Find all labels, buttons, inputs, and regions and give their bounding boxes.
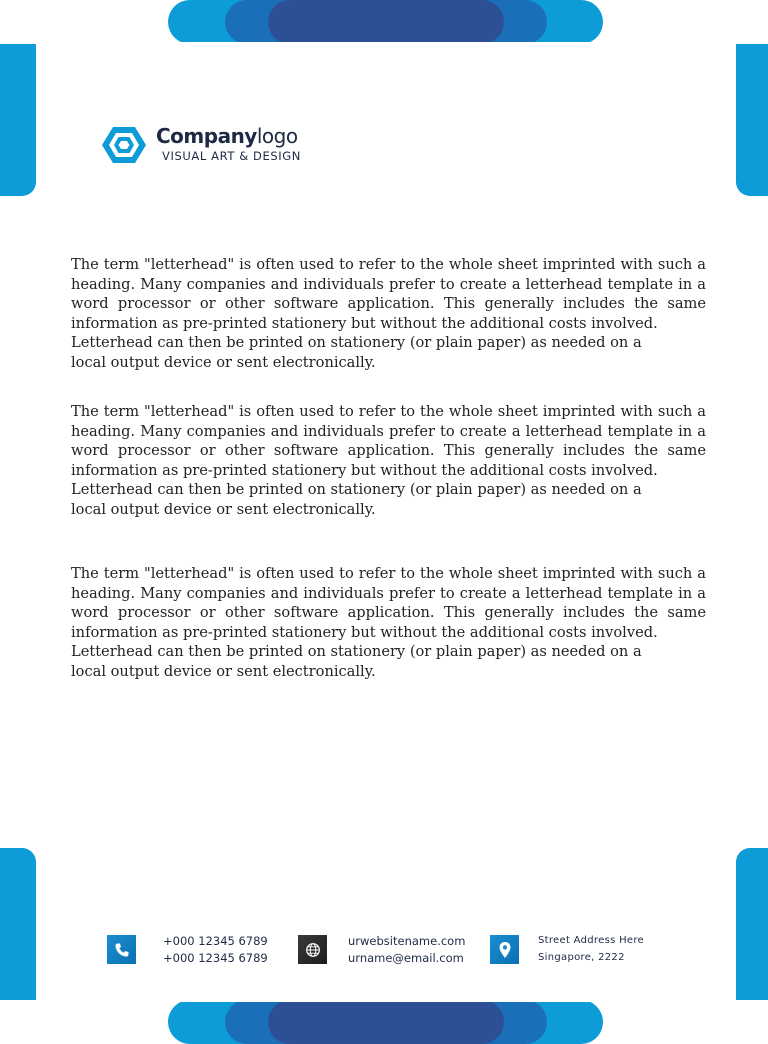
address-line-1: Street Address Here xyxy=(538,935,644,946)
location-pin-icon xyxy=(490,935,519,964)
footer-web xyxy=(348,933,465,966)
footer-phone xyxy=(163,933,268,966)
letter-sheet xyxy=(36,42,736,1002)
footer-address xyxy=(538,933,644,966)
paragraph-1-body: The term "letterhead" is often used to refer to the whole sheet imprinted with such a heading. Many companies and individuals prefer to create a letterhead template in a word processor or other software application. This generally includes the same information as pre-printed stationery but without the additional costs involved. xyxy=(71,256,706,332)
phone-icon xyxy=(107,935,136,964)
paragraph-3 xyxy=(71,564,706,682)
website-text[interactable]: urwebsitename.com xyxy=(348,934,466,948)
email-text[interactable]: urname@email.com xyxy=(348,950,464,965)
phone-number-1: +000 12345 6789 xyxy=(163,934,268,948)
paragraph-3-tail: Letterhead can then be printed on stationery (or plain paper) as needed on a local output device or sent electronically. xyxy=(71,643,642,680)
paragraph-2-body: The term "letterhead" is often used to refer to the whole sheet imprinted with such a heading. Many companies and individuals prefer to create a letterhead template in a word processor or other software application. This generally includes the same information as pre-printed stationery but without the additional costs involved. xyxy=(71,403,706,479)
paragraph-1 xyxy=(71,255,706,373)
logo-title-light: logo xyxy=(256,124,298,148)
frame-left-bottom xyxy=(0,848,36,1024)
hexagon-logo-icon xyxy=(101,125,147,165)
logo-title-bold: Company xyxy=(156,124,257,148)
bottom-pill-inner xyxy=(268,1000,504,1044)
globe-icon xyxy=(298,935,327,964)
phone-number-2: +000 12345 6789 xyxy=(163,950,268,965)
address-line-2: Singapore, 2222 xyxy=(538,951,625,963)
paragraph-2-tail: Letterhead can then be printed on stationery (or plain paper) as needed on a local output device or sent electronically. xyxy=(71,481,642,518)
paragraph-2 xyxy=(71,402,706,520)
logo-title xyxy=(156,124,298,148)
paragraph-1-tail: Letterhead can then be printed on stationery (or plain paper) as needed on a local output device or sent electronically. xyxy=(71,334,642,371)
paragraph-3-body: The term "letterhead" is often used to refer to the whole sheet imprinted with such a heading. Many companies and individuals prefer to create a letterhead template in a word processor or other software application. This generally includes the same information as pre-printed stationery but without the additional costs involved. xyxy=(71,565,706,641)
logo-subtitle: VISUAL ART & DESIGN xyxy=(162,149,301,163)
frame-right-bottom xyxy=(736,848,768,1024)
top-pill-inner xyxy=(268,0,504,44)
